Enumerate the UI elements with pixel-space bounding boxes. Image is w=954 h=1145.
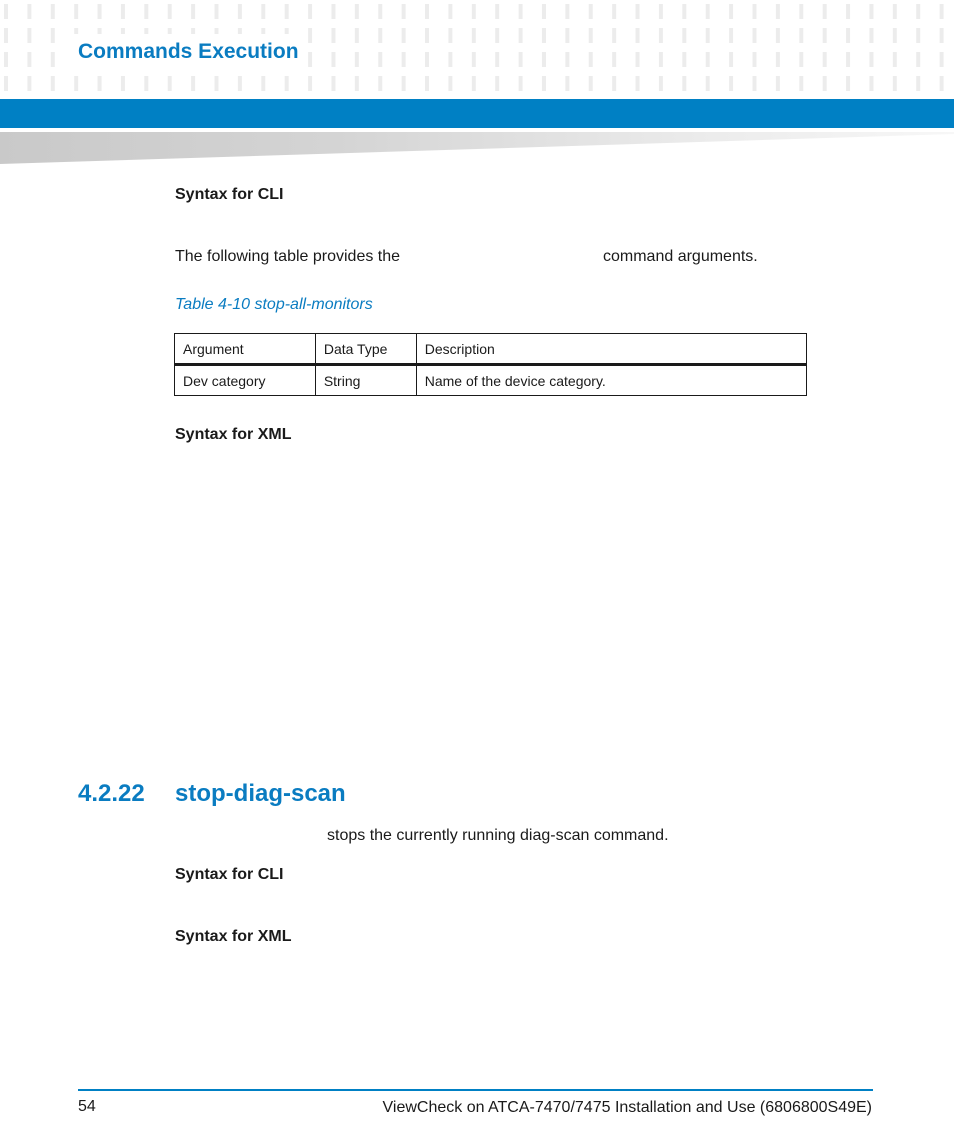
arguments-table — [174, 333, 807, 396]
cli-syntax-heading-2: Syntax for CLI — [175, 866, 284, 883]
cli-syntax-heading: Syntax for CLI — [175, 186, 284, 203]
xml-syntax-heading-2: Syntax for XML — [175, 928, 292, 945]
section-description: stops the currently running diag-scan command. — [327, 827, 669, 844]
table-row — [175, 365, 807, 396]
table-header-row — [175, 334, 807, 365]
table-caption: Table 4-10 stop-all-monitors — [175, 296, 373, 313]
running-header-title: Commands Execution — [78, 40, 299, 63]
table-intro-text: The following table provides the — [175, 248, 401, 265]
column-header-data-type: Data Type — [315, 334, 416, 365]
footer-rule — [78, 1089, 873, 1091]
xml-syntax-heading: Syntax for XML — [175, 426, 292, 443]
cell-data-type: String — [315, 365, 416, 396]
column-header-argument: Argument — [175, 334, 316, 365]
table-intro-text-end: command arguments. — [603, 248, 758, 265]
header-blue-band — [0, 99, 954, 128]
header-gray-wedge — [0, 132, 954, 164]
footer-document-title: ViewCheck on ATCA-7470/7475 Installation and Use (6806800S49E) — [382, 1099, 872, 1116]
section-number: 4.2.22 — [78, 780, 145, 807]
column-header-description: Description — [416, 334, 806, 365]
page-number: 54 — [78, 1098, 96, 1115]
cell-argument: Dev category — [175, 365, 316, 396]
section-title: stop-diag-scan — [175, 780, 346, 807]
cell-description: Name of the device category. — [416, 365, 806, 396]
